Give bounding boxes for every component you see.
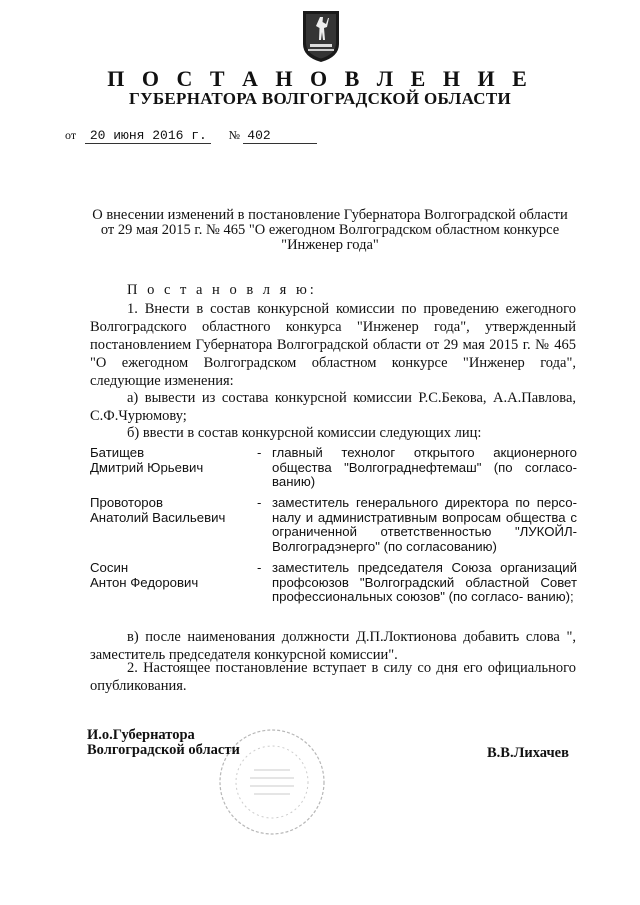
document-subtitle: ГУБЕРНАТОРА ВОЛГОГРАДСКОЙ ОБЛАСТИ [128,89,512,108]
number-value: 402 [243,128,317,144]
member-surname: Провоторов [90,495,163,510]
member-name [90,496,250,525]
signatory-title-line: Волгоградской области [87,742,240,758]
document-title: П О С Т А Н О В Л Е Н И Е [107,66,533,91]
member-surname: Батищев [90,445,145,460]
member-description: заместитель председателя Союза организаций профсоюзов "Волгоградский областной Совет профессиональных союзов" (по согласо- ванию); [272,560,577,604]
member-given-names: Антон Федорович [90,574,199,590]
member-description: главный технолог открытого акционерного общества "Волгограднефтемаш" (по согласо- ванию) [272,445,577,489]
signatory-name: В.В.Лихачев [487,745,569,761]
number-label: № [228,128,241,142]
subject-line: О внесении изменений в постановление Губернатора Волгоградской области [92,207,568,223]
paragraph-2 [90,659,576,695]
date-number-line [65,127,317,144]
paragraph-b: б) ввести в состав конкурсной комиссии следующих лиц: [127,425,482,441]
signatory-title-line: И.о.Губернатора [87,727,195,743]
paragraph-1 [90,300,576,390]
member-dash: - [257,495,262,510]
paragraph-v-text: в) после наименования должности Д.П.Локтионова добавить слова ", заместитель председателя конкурсной комиссии". [90,629,576,663]
signatory-title [87,728,240,758]
member-given-names: Дмитрий Юрьевич [90,459,204,475]
paragraph-2-text: 2. Настоящее постановление вступает в силу со дня его официального опубликования. [90,660,576,694]
document-subject [80,208,580,253]
subject-line: "Инженер года" [281,237,379,253]
member-given-names: Анатолий Васильевич [90,509,226,525]
date-label: от [65,128,77,142]
member-dash: - [257,560,262,575]
member-name [90,561,250,590]
member-name [90,446,250,475]
decree-word: П о с т а н о в л я ю: [127,282,317,298]
member-surname: Сосин [90,560,129,575]
member-dash: - [257,445,262,460]
subject-line: от 29 мая 2015 г. № 465 "О ежегодном Волгоградском областном конкурсе [100,222,560,238]
coat-of-arms-emblem [300,8,342,64]
paragraph-a [90,389,576,425]
member-description: заместитель генерального директора по персо- налу и административным вопросам общества с ограниченной ответственностью "ЛУКОЙЛ- Волгоградэнерго" (по согласованию) [272,495,577,554]
date-value: 20 июня 2016 г. [85,128,211,144]
paragraph-a-text: а) вывести из состава конкурсной комиссии Р.С.Бекова, А.А.Павлова, С.Ф.Чурюмову; [90,390,576,424]
paragraph-1-text: 1. Внести в состав конкурсной комиссии по проведению ежегодного Волгоградского областного конкурса "Инженер года", утвержденный постановлением Губернатора Волгоградской области от 29 мая 2015 г. № 465 "О ежегодном Волгоградском областном конкурсе "Инженер года", следующие изменения: [90,301,576,389]
